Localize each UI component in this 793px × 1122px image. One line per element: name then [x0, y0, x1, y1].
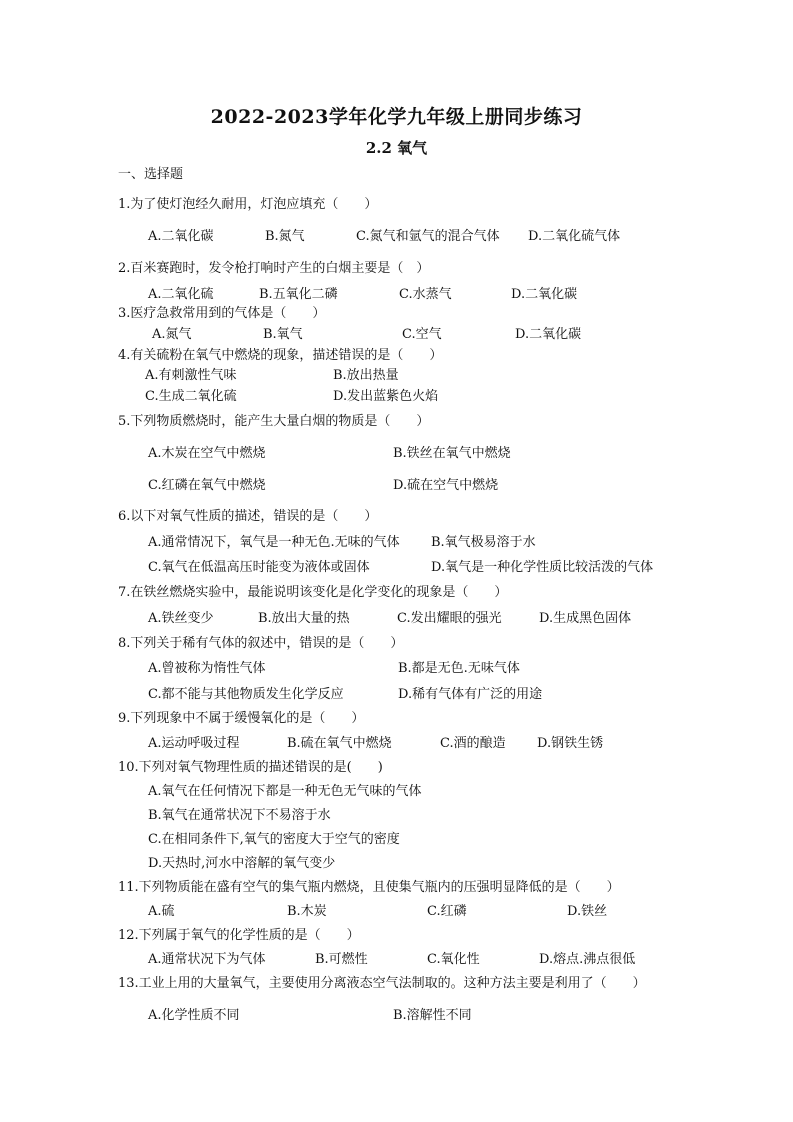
question-stem: 8.下列关于稀有气体的叙述中，错误的是（ ）: [118, 636, 404, 651]
option-b: B.铁丝在氧气中燃烧: [393, 446, 511, 461]
option-b: B.氮气: [265, 229, 305, 244]
question-stem: 9.下列现象中不属于缓慢氧化的是（ ）: [118, 711, 365, 726]
question-stem: 5.下列物质燃烧时，能产生大量白烟的物质是（ ）: [118, 414, 430, 429]
option-b: B.氧气在通常状况下不易溶于水: [148, 808, 331, 823]
option-c: C.氧化性: [427, 952, 480, 967]
option-b: B.放出大量的热: [258, 611, 350, 626]
option-a: A.通常情况下，氧气是一种无色.无味的气体: [148, 535, 400, 550]
question-stem: 7.在铁丝燃烧实验中，最能说明该变化是化学变化的现象是（ ）: [118, 585, 508, 600]
page-title: 2022-2023学年化学九年级上册同步练习: [210, 106, 583, 128]
option-c: C.水蒸气: [399, 287, 452, 302]
option-c: C.红磷: [427, 904, 467, 919]
option-c: C.氮气和氩气的混合气体: [356, 229, 500, 244]
option-a: A.化学性质不同: [148, 1008, 240, 1023]
question-stem: 4.有关硫粉在氧气中燃烧的现象，描述错误的是（ ）: [118, 348, 443, 363]
option-d: D.发出蓝紫色火焰: [333, 389, 439, 404]
option-c: C.空气: [402, 327, 442, 342]
option-d: D.二氧化碳: [515, 327, 582, 342]
option-a: A.铁丝变少: [148, 611, 214, 626]
option-c: C.发出耀眼的强光: [397, 611, 502, 626]
option-b: B.溶解性不同: [393, 1008, 472, 1023]
section-subtitle: 2.2 氧气: [365, 139, 428, 157]
option-d: D.熔点.沸点很低: [539, 952, 636, 967]
option-c: C.都不能与其他物质发生化学反应: [148, 687, 344, 702]
option-c: C.红磷在氧气中燃烧: [148, 478, 266, 493]
option-d: D.铁丝: [567, 904, 608, 919]
option-c: C.在相同条件下,氧气的密度大于空气的密度: [148, 832, 400, 847]
option-b: B.氧气极易溶于水: [431, 535, 536, 550]
option-d: D.稀有气体有广泛的用途: [398, 687, 543, 702]
option-d: D.天热时,河水中溶解的氧气变少: [148, 856, 336, 871]
question-stem: 3.医疗急救常用到的气体是（ ）: [118, 306, 326, 321]
question-stem: 1.为了使灯泡经久耐用，灯泡应填充（ ）: [118, 197, 378, 212]
option-b: B.木炭: [287, 904, 327, 919]
section-heading: 一、选择题: [118, 167, 184, 182]
option-a: A.二氧化硫: [148, 287, 214, 302]
option-a: A.通常状况下为气体: [148, 952, 266, 967]
option-a: A.木炭在空气中燃烧: [148, 446, 266, 461]
option-a: A.有刺激性气味: [145, 368, 237, 383]
option-a: A.运动呼吸过程: [148, 736, 240, 751]
option-c: C.生成二氧化硫: [145, 389, 237, 404]
option-a: A.氧气在任何情况下都是一种无色无气味的气体: [148, 784, 422, 799]
option-d: D.生成黑色固体: [539, 611, 632, 626]
option-b: B.硫在氧气中燃烧: [287, 736, 392, 751]
option-a: A.硫: [148, 904, 175, 919]
option-b: B.五氧化二磷: [259, 287, 338, 302]
question-stem: 12.下列属于氧气的化学性质的是（ ）: [118, 928, 360, 943]
option-a: A.氮气: [152, 327, 192, 342]
option-d: D.二氧化碳: [511, 287, 578, 302]
question-stem: 2.百米赛跑时，发令枪打响时产生的白烟主要是（ ）: [118, 261, 430, 276]
question-stem: 13.工业上用的大量氧气，主要使用分离液态空气法制取的。这种方法主要是利用了（ ）: [118, 976, 646, 991]
option-d: D.二氧化硫气体: [528, 229, 621, 244]
option-a: A.曾被称为惰性气体: [148, 661, 266, 676]
option-b: B.氧气: [263, 327, 303, 342]
option-d: D.氧气是一种化学性质比较活泼的气体: [431, 560, 654, 575]
option-b: B.都是无色.无味气体: [398, 661, 520, 676]
option-c: C.酒的酿造: [440, 736, 506, 751]
question-stem: 10.下列对氧气物理性质的描述错误的是( ): [118, 760, 383, 775]
option-a: A.二氧化碳: [148, 229, 214, 244]
option-d: D.钢铁生锈: [537, 736, 604, 751]
option-b: B.放出热量: [333, 368, 399, 383]
question-stem: 11.下列物质能在盛有空气的集气瓶内燃烧，且使集气瓶内的压强明显降低的是（ ）: [118, 880, 620, 895]
question-stem: 6.以下对氧气性质的描述，错误的是（ ）: [118, 509, 378, 524]
option-d: D.硫在空气中燃烧: [393, 478, 499, 493]
option-b: B.可燃性: [315, 952, 368, 967]
option-c: C.氧气在低温高压时能变为液体或固体: [148, 560, 370, 575]
